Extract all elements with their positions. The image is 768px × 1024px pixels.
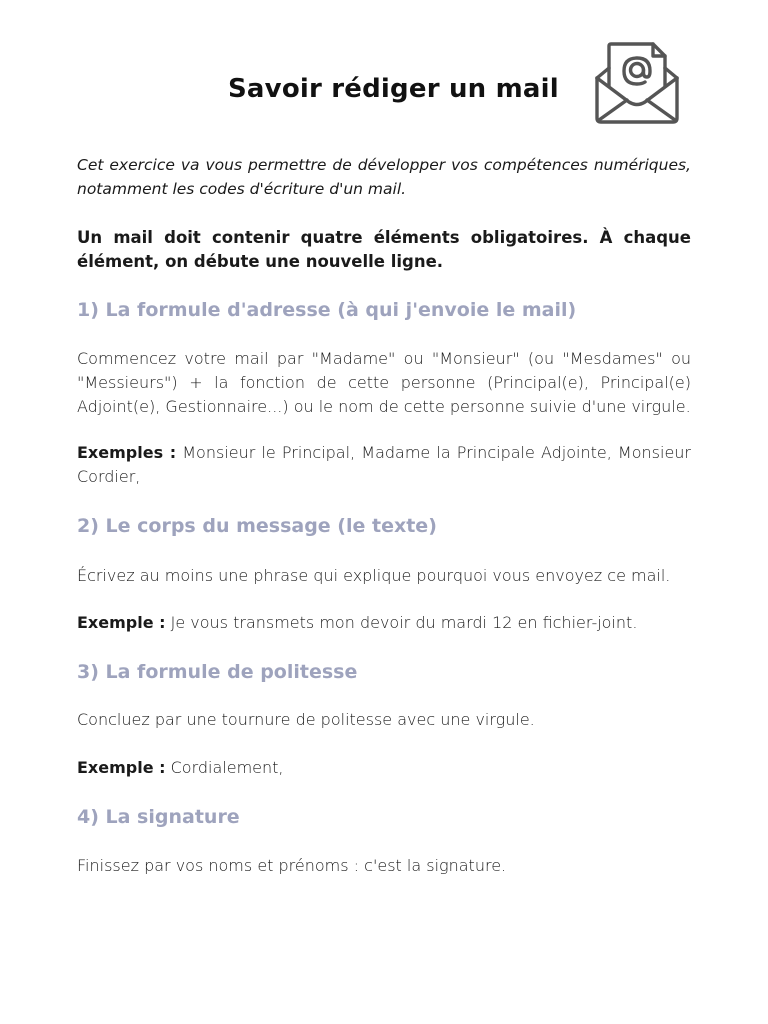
- example-text: Cordialement,: [165, 758, 284, 777]
- section-4-title: 4) La signature: [77, 806, 240, 828]
- section-3-title: 3) La formule de politesse: [77, 661, 358, 683]
- example-text: Monsieur le Principal, Madame la Principale Adjointe, Monsieur Cordier,: [77, 443, 691, 486]
- example-text: Je vous transmets mon devoir du mardi 12 en fichier-joint.: [165, 613, 638, 632]
- intro-paragraph: Cet exercice va vous permettre de développer vos compétences numériques, notamment les codes d'écriture d'un mail.: [77, 156, 691, 198]
- section-1-text: Commencez votre mail par "Madame" ou "Monsieur" (ou "Mesdames" ou "Messieurs") + la fonction de cette personne (Principal(e), Principal(e) Adjoint(e), Gestionnaire...) ou le nom de cette personne suivie d'une virgule.: [77, 349, 691, 416]
- section-2-text: Écrivez au moins une phrase qui explique pourquoi vous envoyez ce mail.: [77, 566, 671, 585]
- section-1-example: [77, 441, 691, 489]
- section-3-example: [77, 756, 691, 780]
- mail-at-envelope-icon: [593, 40, 681, 128]
- section-2-example: [77, 611, 691, 635]
- example-label: Exemple :: [77, 758, 166, 777]
- page-title: Savoir rédiger un mail: [228, 74, 559, 104]
- section-4-text: Finissez par vos noms et prénoms : c'est la signature.: [77, 856, 507, 875]
- rule-paragraph: Un mail doit contenir quatre éléments obligatoires. À chaque élément, on débute une nouvelle ligne.: [77, 228, 691, 271]
- example-label: Exemples :: [77, 443, 177, 462]
- section-3-text: Concluez par une tournure de politesse avec une virgule.: [77, 710, 535, 729]
- section-1-title: 1) La formule d'adresse (à qui j'envoie le mail): [77, 299, 577, 321]
- example-label: Exemple :: [77, 613, 166, 632]
- section-2-title: 2) Le corps du message (le texte): [77, 515, 437, 537]
